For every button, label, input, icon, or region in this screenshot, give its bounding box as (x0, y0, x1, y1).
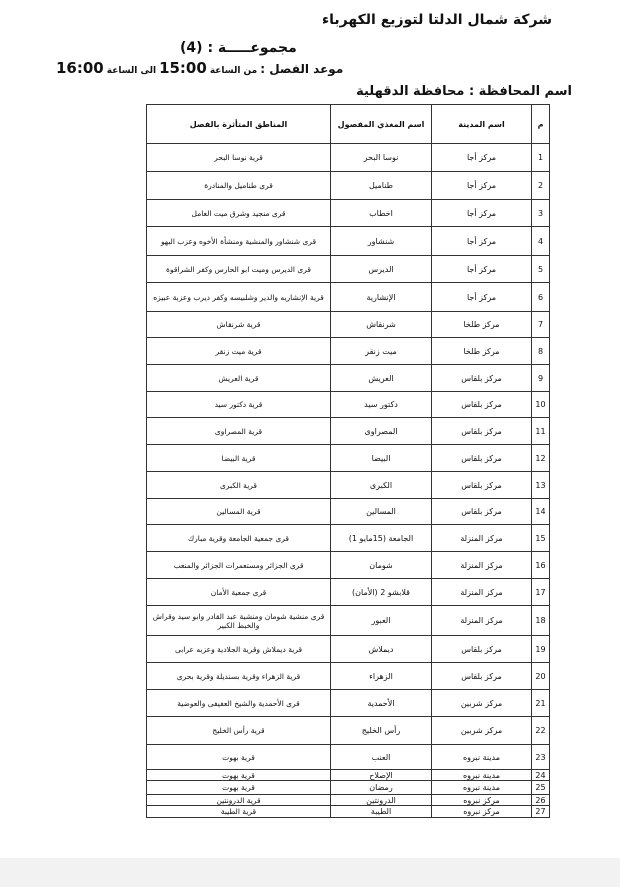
cell-num: 24 (532, 770, 550, 781)
cell-feeder: شرنقاش (331, 312, 432, 338)
table-row (147, 472, 550, 499)
cell-city: مركز بلقاس (432, 663, 532, 690)
cell-feeder: ديملاش (331, 636, 432, 663)
cell-num: 13 (532, 472, 550, 499)
cell-city: مركز المنزلة (432, 606, 532, 636)
table-row (147, 579, 550, 606)
cell-feeder: رمضان (331, 781, 432, 795)
cell-areas: قرى الديرس وميت ابو الحارس وكفر الشراقوة (147, 256, 331, 283)
table-row (147, 392, 550, 418)
time-from-text: من الساعة (209, 66, 258, 76)
cell-feeder: العبور (331, 606, 432, 636)
table-row (147, 552, 550, 579)
cell-num: 3 (532, 200, 550, 227)
cell-num: 26 (532, 795, 550, 806)
cell-city: مركز أجا (432, 283, 532, 312)
cell-city: مركز المنزلة (432, 552, 532, 579)
cell-city: مركز نبروه (432, 806, 532, 818)
cell-city: مركز بلقاس (432, 392, 532, 418)
table-row (147, 338, 550, 365)
cell-city: مركز أجا (432, 256, 532, 283)
cell-areas: قرى شنشاور والمنشية ومنشأة الأخوه وعزب البهو (147, 227, 331, 256)
time-start: 15:00 (159, 59, 207, 77)
cell-num: 19 (532, 636, 550, 663)
cell-feeder: الإصلاح (331, 770, 432, 781)
cell-areas: قرى منشية شومان ومنشية عبد القادر وابو سيد وقراش والخبط الكبير (147, 606, 331, 636)
cell-areas: قرية بهوت (147, 781, 331, 795)
cell-feeder: الطيبة (331, 806, 432, 818)
cell-num: 22 (532, 717, 550, 745)
cell-areas: قرى طناميل والمنادرة (147, 172, 331, 200)
page-bottom-margin (0, 858, 620, 887)
cell-num: 21 (532, 690, 550, 717)
table-row (147, 418, 550, 445)
cell-city: مركز نبروه (432, 795, 532, 806)
cell-num: 11 (532, 418, 550, 445)
cell-city: مدينة نبروه (432, 770, 532, 781)
table-row (147, 172, 550, 200)
cell-num: 4 (532, 227, 550, 256)
table-row (147, 770, 550, 781)
header-feeder: اسم المغذي المفصول (331, 105, 432, 144)
cell-city: مركز طلخا (432, 338, 532, 365)
cell-city: مركز بلقاس (432, 418, 532, 445)
cell-feeder: الأحمدية (331, 690, 432, 717)
cell-areas: قرية العريش (147, 365, 331, 392)
cell-num: 14 (532, 499, 550, 525)
table-row (147, 795, 550, 806)
cell-feeder: البيضا (331, 445, 432, 472)
cell-num: 23 (532, 745, 550, 770)
table-row (147, 312, 550, 338)
cell-city: مركز شربين (432, 690, 532, 717)
cell-areas: قرية بهوت (147, 745, 331, 770)
group-number: (4) (180, 40, 203, 56)
cell-feeder: اخطاب (331, 200, 432, 227)
cell-city: مركز شربين (432, 717, 532, 745)
cell-city: مركز أجا (432, 227, 532, 256)
group-label: مجموعـــــة : (207, 40, 297, 56)
cell-areas: قرية المصراوى (147, 418, 331, 445)
cell-areas: قرية الدرونتين (147, 795, 331, 806)
group-heading (180, 40, 297, 56)
cell-feeder: طناميل (331, 172, 432, 200)
cell-feeder: ميت زنقر (331, 338, 432, 365)
table-row (147, 745, 550, 770)
cell-feeder: الكبرى (331, 472, 432, 499)
cell-feeder: الجامعة (15مايو 1) (331, 525, 432, 552)
table-row (147, 690, 550, 717)
cell-areas: قرية بهوت (147, 770, 331, 781)
time-to-text: الى الساعة (106, 66, 157, 76)
company-name: شركة شمال الدلتا لتوزيع الكهرباء (322, 12, 552, 28)
cell-city: مركز أجا (432, 172, 532, 200)
cell-areas: قرية ديملاش وقرية الجلادية وعزبه عرابى (147, 636, 331, 663)
cell-feeder: الدرونتين (331, 795, 432, 806)
table-row (147, 525, 550, 552)
cell-city: مدينة نبروه (432, 781, 532, 795)
time-end: 16:00 (56, 59, 104, 77)
header-city: اسم المدينة (432, 105, 532, 144)
cell-feeder: شنشاور (331, 227, 432, 256)
time-label: موعد الفصل : (260, 62, 344, 76)
cell-city: مركز طلخا (432, 312, 532, 338)
table-row (147, 256, 550, 283)
cell-num: 2 (532, 172, 550, 200)
cell-areas: قرية الزهراء وقرية بسنديلة وقرية بحرى (147, 663, 331, 690)
cell-num: 12 (532, 445, 550, 472)
cell-areas: قرية شرنقاش (147, 312, 331, 338)
table-row (147, 606, 550, 636)
cell-num: 15 (532, 525, 550, 552)
cell-num: 7 (532, 312, 550, 338)
cell-num: 25 (532, 781, 550, 795)
cell-city: مركز أجا (432, 200, 532, 227)
cell-num: 10 (532, 392, 550, 418)
cell-areas: قرية نوسا البحر (147, 144, 331, 172)
table-header-row (147, 105, 550, 144)
cell-feeder: الإنشارية (331, 283, 432, 312)
table-row (147, 283, 550, 312)
cell-feeder: العريش (331, 365, 432, 392)
table-row (147, 445, 550, 472)
outage-table (146, 104, 550, 818)
cell-num: 18 (532, 606, 550, 636)
cell-feeder: دكتور سيد (331, 392, 432, 418)
cell-city: مركز المنزلة (432, 579, 532, 606)
cell-city: مركز بلقاس (432, 472, 532, 499)
cell-num: 27 (532, 806, 550, 818)
table-row (147, 227, 550, 256)
table-row (147, 636, 550, 663)
cell-num: 20 (532, 663, 550, 690)
cell-feeder: العنب (331, 745, 432, 770)
cell-num: 17 (532, 579, 550, 606)
cell-city: مركز أجا (432, 144, 532, 172)
cell-num: 5 (532, 256, 550, 283)
cell-areas: قرية دكتور سيد (147, 392, 331, 418)
cell-feeder: الزهراء (331, 663, 432, 690)
cell-city: مركز بلقاس (432, 365, 532, 392)
cell-areas: قرية رأس الخليج (147, 717, 331, 745)
cell-feeder: نوسا البحر (331, 144, 432, 172)
cell-areas: قرية الكبرى (147, 472, 331, 499)
cell-num: 1 (532, 144, 550, 172)
cell-feeder: شومان (331, 552, 432, 579)
cell-areas: قرى الجزائر ومستعمرات الجزائر والمنعب (147, 552, 331, 579)
cell-city: مركز بلقاس (432, 636, 532, 663)
cell-feeder: رأس الخليج (331, 717, 432, 745)
cell-num: 16 (532, 552, 550, 579)
cell-areas: قرية الطيبة (147, 806, 331, 818)
cell-areas: قرية المسالين (147, 499, 331, 525)
cell-areas: قرى جمعية الجامعة وقرية مبارك (147, 525, 331, 552)
cell-areas: قرية ميت زنقر (147, 338, 331, 365)
cell-feeder: الديرس (331, 256, 432, 283)
header-num: م (532, 105, 550, 144)
table-row (147, 717, 550, 745)
table-row (147, 365, 550, 392)
cell-num: 8 (532, 338, 550, 365)
cutoff-time (56, 59, 343, 77)
cell-areas: قرى الأحمدية والشيخ العفيفى والعوضية (147, 690, 331, 717)
table-row (147, 200, 550, 227)
cell-city: مركز المنزلة (432, 525, 532, 552)
cell-num: 9 (532, 365, 550, 392)
table-row (147, 144, 550, 172)
header-areas: المناطق المتأثرة بالفصل (147, 105, 331, 144)
cell-city: مركز بلقاس (432, 499, 532, 525)
cell-feeder: قلابشو 2 (الأمان) (331, 579, 432, 606)
table-row (147, 499, 550, 525)
governorate-name: اسم المحافظة : محافظة الدقهلية (356, 84, 572, 99)
cell-areas: قرى جمعية الأمان (147, 579, 331, 606)
cell-areas: قرية البيضا (147, 445, 331, 472)
cell-feeder: المصراوى (331, 418, 432, 445)
table-row (147, 781, 550, 795)
cell-city: مركز بلقاس (432, 445, 532, 472)
table-row (147, 806, 550, 818)
cell-areas: قرى منجيد وشرق ميت العامل (147, 200, 331, 227)
cell-num: 6 (532, 283, 550, 312)
cell-areas: قرية الإنشاريه والدير وشلبيسه وكفر ديرب وعزبة عبيزه (147, 283, 331, 312)
cell-feeder: المسالين (331, 499, 432, 525)
cell-city: مدينة نبروه (432, 745, 532, 770)
table-row (147, 663, 550, 690)
